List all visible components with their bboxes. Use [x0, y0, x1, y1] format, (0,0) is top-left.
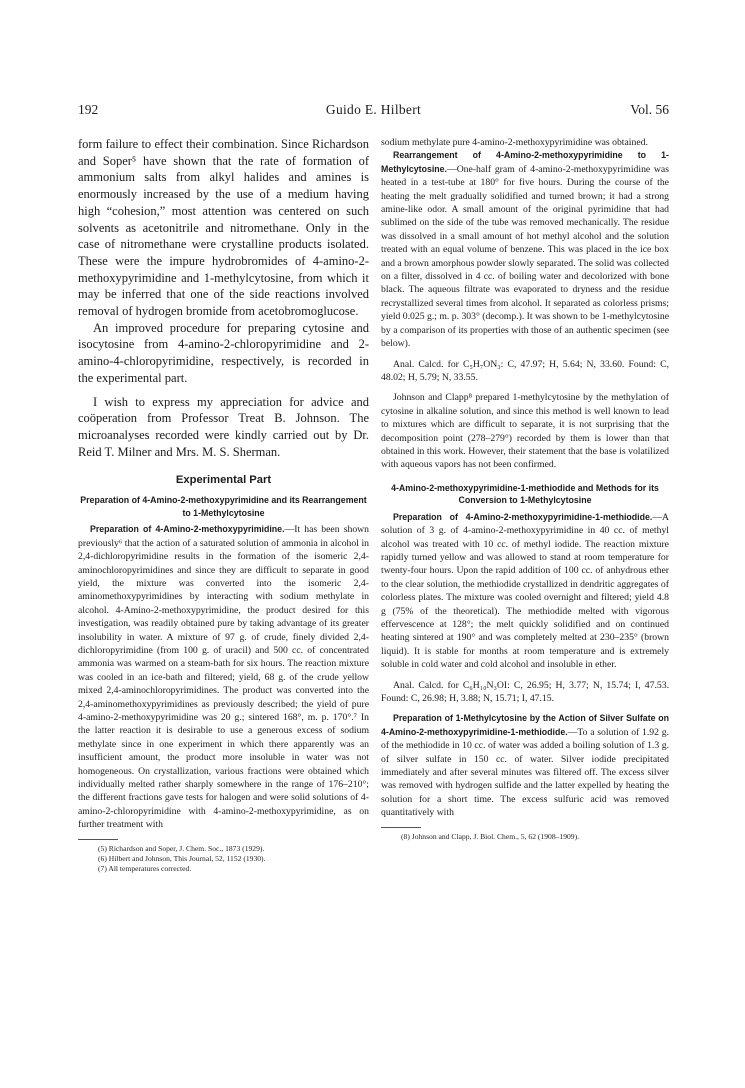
- footnotes: [381, 832, 669, 842]
- page-number: 192: [78, 102, 99, 117]
- paragraph-body: —A solution of 3 g. of 4-amino-2-methoxypyrimidine in 40 cc. of methyl alcohol was treated with 10 cc. of methyl iodide. The reaction mixture rapidly turned yellow and was allowed to stand at room temperature for twenty-four hours. Upon the rapid addition of 100 cc. of anhydrous ether to the clear solution, the methiodide crystallized in dendritic aggregates of colorless plates. The mixture was cooled overnight and filtered; yield 4.8 g (75% of the theoretical). The methiodide melted with vigorous effervescence at 128°; the melt quickly solidified and on continued heating sintered at 190° and was completely melted at 230–235° (brown liquid). It is stable for months at room temperature and is extremely soluble in cold water and cold alcohol and insoluble in ether.: [381, 511, 669, 671]
- paragraph-body: —To a solution of 1.92 g. of the methiodide in 10 cc. of water was added a boiling solution of 1.3 g. of silver sulfate in 150 cc. of water. Silver iodide precipitated immediately and after several minutes was filtered off. The excess silver was removed with hydrogen sulfide and the latter expelled by heating the solution for a short time. The excess sulfuric acid was removed quantitatively with: [381, 726, 669, 819]
- subsection-heading: Preparation of 4-Amino-2-methoxypyrimidine and its Rearrangement to 1-Methylcytosine: [80, 495, 367, 518]
- footnote: (7) All temperatures corrected.: [98, 863, 192, 873]
- paragraph-body: —It has been shown previously⁶ that the action of a saturated solution of ammonia in alcohol in 2,4-dichloropyrimidine results in the formation of the isomeric 2,4-aminochloropyrimidines and since they are difficult to separate in good yield, the mixture was converted into the isomeric 2,4-aminomethoxypyrimidines by interacting with sodium methylate in alcohol. 4-Amino-2-methoxypyrimidine, the product desired for this investigation, was readily obtained pure by taking advantage of its greater insolubility in water. A mixture of 97 g. of crude, finely divided 2,4-dichloropyrimidine (from 100 g. of uracil) and 500 cc. of concentrated ammonia was warmed on a steam-bath for six hours. The reaction mixture was cooled in an ice-bath and filtered; yield, 68 g. of the crude yellow mixed 2,4-aminochloropyrimidines. The product was converted into the 2,4-aminomethoxypyrimidines as previously described; the yield of pure 4-amino-2-methoxypyrimidine was 20 g.; sintered 168°, m. p. 170°.⁷ In the latter reaction it is desirable to use a generous excess of sodium methylate since in one experiment in which there apparently was an insufficient amount, the product more insoluble in water was not homogeneous. On crystallization, various fractions were obtained which individually melted rather sharply somewhere in the range of 176–210°; the different fractions gave tests for halogen and were solid solutions of 4-amino-2-chloropyrimidine with 4-amino-2-methoxypyrimidine, as on further treatment with: [78, 524, 369, 831]
- volume-label: Vol. 56: [630, 102, 669, 117]
- right-column: [381, 136, 669, 842]
- run-in-heading: Rearrangement of 4-Amino-2-methoxypyrimidine to 1-Methylcytosine.: [381, 150, 669, 174]
- page-header: [78, 102, 669, 120]
- section-heading: Experimental Part: [175, 474, 272, 487]
- acknowledgement-paragraph: I wish to express my appreciation for advice and coöperation from Professor Treat B. Johnson. The microanalyses recorded were kindly carried out by Dr. Reid T. Milner and Mrs. M. S. Sherman.: [78, 394, 369, 459]
- running-title: Guido E. Hilbert: [325, 102, 422, 117]
- analysis-paragraph: Anal. Calcd. for C₅H₇ON₃: C, 47.97; H, 5.64; N, 33.60. Found: C, 48.02; H, 5.79; N, 33.55.: [381, 358, 669, 383]
- paragraph: form failure to effect their combination. Since Richardson and Soper⁵ have shown that the rate of formation of ammonium salts from alkyl halides and amines is enormously increased by the use of a medium having high “cohesion,” most attention was centered on such solvents as acetonitrile and nitromethane. Only in the case of nitromethane were crystalline products isolated. These were the impure hydrobromides of 4-amino-2-methoxypyrimidine and 1-methylcytosine, from which it may be inferred that one of the side reactions involved removal of hydrogen bromide from acetobromoglucose.: [78, 137, 369, 319]
- footnote: (6) Hilbert and Johnson, This Journal, 52, 1152 (1930).: [98, 853, 266, 863]
- footnote: (5) Richardson and Soper, J. Chem. Soc., 1873 (1929).: [98, 843, 265, 853]
- paragraph: Johnson and Clapp⁸ prepared 1-methylcytosine by the methylation of cytosine in alkaline solution, and since this method is well known to lead to mixtures which are difficult to separate, it is not surprising that the decomposition point (278–279°) recorded by them is lower than that obtained in this work. However, their statement that the base is volatilized with aqueous vapors has not been confirmed.: [381, 392, 669, 471]
- footnote: (8) Johnson and Clapp, J. Biol. Chem., 5, 62 (1908–1909).: [401, 831, 580, 841]
- subsection-heading: 4-Amino-2-methoxypyrimidine-1-methiodide and Methods for its Conversion to 1-Methylcytosine: [391, 482, 659, 506]
- footnotes: [78, 844, 369, 874]
- run-in-heading: Preparation of 4-Amino-2-methoxypyrimidine.: [90, 524, 285, 535]
- paragraph: [381, 511, 669, 672]
- run-in-heading: Preparation of 4-Amino-2-methoxypyrimidine-1-methiodide.: [393, 511, 653, 522]
- paragraph-body: —One-half gram of 4-amino-2-methoxypyrimidine was heated in a test-tube at 180° for five hours. During the course of the heating the melt gradually solidified and turned brown; it had a strong amine-like odor. A small amount of the original pyrimidine that had sublimed on the side of the tube was removed mechanically. The residue was dissolved in a small amount of hot methyl alcohol and the solution treated with an equal volume of benzene. This was placed in the ice box and a brown amorphous powder slowly separated. The solid was collected on a filter, dissolved in 4 cc. of boiling water and decolorized with bone black. The aqueous filtrate was evaporated to dryness and the residue recrystallized several times from alcohol. It separated as colorless prisms; yield 0.025 g.; m. p. 303° (decomp.). It was shown to be 1-methylcytosine by a comparison of its properties with those of an authentic specimen (see below).: [381, 163, 669, 350]
- paragraph: sodium methylate pure 4-amino-2-methoxypyrimidine was obtained.: [381, 137, 648, 148]
- analysis-paragraph: Anal. Calcd. for C₆H₁₀N₃OI: C, 26.95; H, 3.77; N, 15.74; I, 47.53. Found: C, 26.98; H, 3.88; N, 15.71; I, 47.15.: [381, 679, 669, 705]
- paragraph: [381, 149, 669, 350]
- paragraph: An improved procedure for preparing cytosine and isocytosine from 4-amino-2-chloropyrimidine and 2-amino-4-chloropyrimidine, respectively, is recorded in the experimental part.: [78, 320, 369, 385]
- footnote-separator: [381, 827, 421, 828]
- left-column: [78, 136, 369, 874]
- run-in-heading: Preparation of 1-Methylcytosine by the Action of Silver Sulfate on 4-Amino-2-methoxypyrimidine-1-methiodide.: [381, 713, 669, 737]
- footnote-separator: [78, 839, 118, 840]
- paragraph: [381, 712, 669, 819]
- paragraph: [78, 523, 369, 831]
